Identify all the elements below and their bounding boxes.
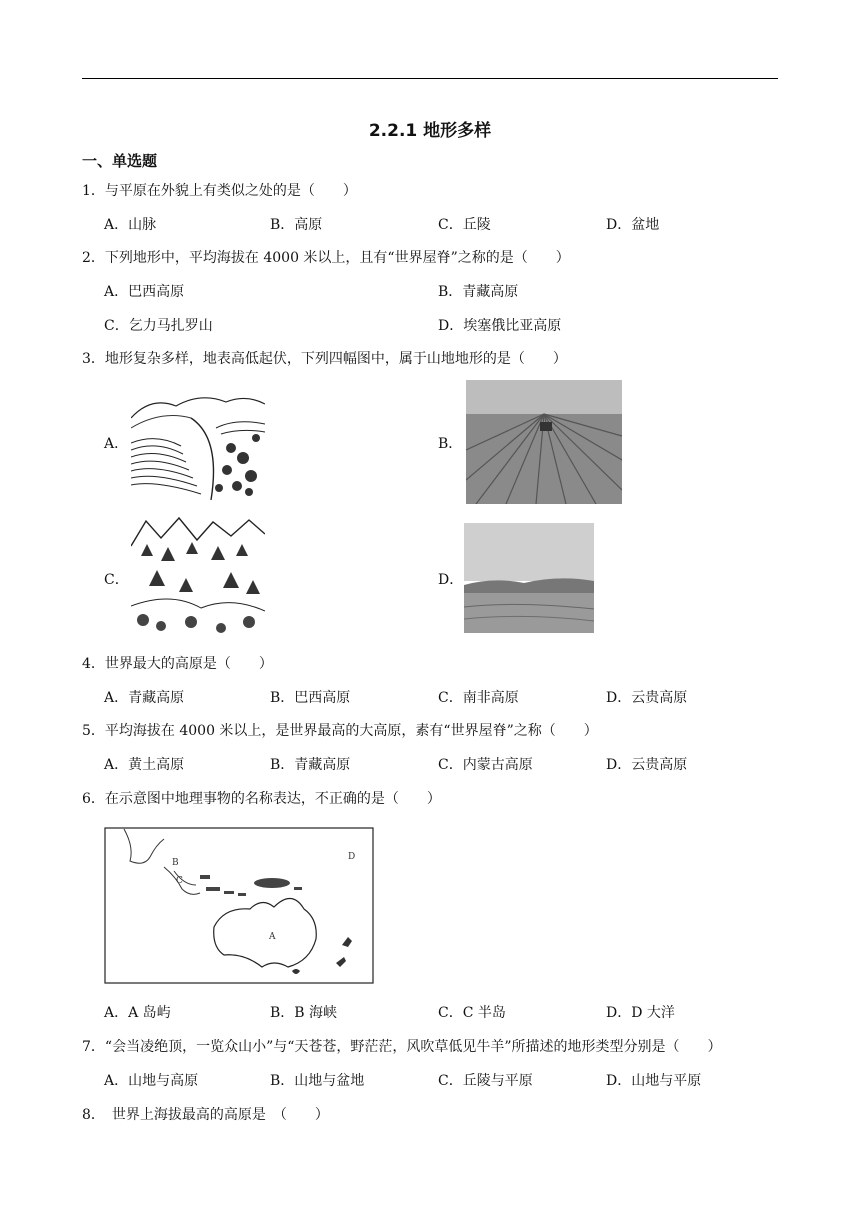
question-7-stem: 7．“会当凌绝顶，一览众山小”与“天苍苍，野茫茫，风吹草低见牛羊”所描述的地形类型分别是（ ） [82, 1039, 722, 1055]
q6-option-a[interactable]: A．A 岛屿 [104, 1005, 171, 1021]
q3-option-c[interactable]: C． [104, 572, 129, 588]
q7-option-b[interactable]: B．山地与盆地 [270, 1073, 365, 1089]
farmland-plain-image [466, 380, 622, 504]
map-label-d: D [348, 852, 356, 862]
terraced-hills-image [131, 388, 265, 500]
australia-region-map [104, 827, 374, 984]
question-1-stem: 1．与平原在外貌上有类似之处的是（ ） [82, 183, 357, 199]
plateau-landscape-image [464, 523, 594, 633]
question-6-stem: 6．在示意图中地理事物的名称表达，不正确的是（ ） [82, 791, 441, 807]
q5-option-b[interactable]: B．青藏高原 [270, 757, 351, 773]
q4-option-a[interactable]: A．青藏高原 [104, 690, 185, 706]
question-5-stem: 5．平均海拔在 4000 米以上，是世界最高的大高原，素有“世界屋脊”之称（ ） [82, 723, 598, 739]
q5-option-c[interactable]: C．内蒙古高原 [438, 757, 533, 773]
q3-option-a[interactable]: A． [104, 436, 129, 452]
q2-option-b[interactable]: B．青藏高原 [438, 284, 519, 300]
q2-option-a[interactable]: A．巴西高原 [104, 284, 185, 300]
q1-option-b[interactable]: B．高原 [270, 217, 323, 233]
q5-option-d[interactable]: D．云贵高原 [606, 757, 688, 773]
question-3-stem: 3．地形复杂多样，地表高低起伏，下列四幅图中，属于山地地形的是（ ） [82, 351, 567, 367]
q6-option-d[interactable]: D．D 大洋 [606, 1005, 675, 1021]
q4-option-c[interactable]: C．南非高原 [438, 690, 519, 706]
mountain-sketch-image [131, 516, 265, 638]
map-label-c: C [176, 876, 183, 886]
q2-option-c[interactable]: C．乞力马扎罗山 [104, 318, 213, 334]
question-8-stem: 8． 世界上海拔最高的高原是 （ ） [82, 1107, 329, 1123]
q6-option-b[interactable]: B．B 海峡 [270, 1005, 338, 1021]
q4-option-b[interactable]: B．巴西高原 [270, 690, 351, 706]
q1-option-a[interactable]: A．山脉 [104, 217, 157, 233]
q7-option-c[interactable]: C．丘陵与平原 [438, 1073, 533, 1089]
q2-option-d[interactable]: D．埃塞俄比亚高原 [438, 318, 562, 334]
q3-option-b[interactable]: B． [438, 436, 463, 452]
q5-option-a[interactable]: A．黄土高原 [104, 757, 185, 773]
q4-option-d[interactable]: D．云贵高原 [606, 690, 688, 706]
header-rule [82, 78, 778, 79]
q6-option-c[interactable]: C．C 半岛 [438, 1005, 506, 1021]
q1-option-d[interactable]: D．盆地 [606, 217, 660, 233]
section-heading: 一、单选题 [82, 152, 158, 170]
q7-option-d[interactable]: D．山地与平原 [606, 1073, 702, 1089]
map-label-a: A [269, 932, 276, 942]
page-title: 2.2.1 地形多样 [368, 121, 492, 141]
question-2-stem: 2．下列地形中，平均海拔在 4000 米以上，且有“世界屋脊”之称的是（ ） [82, 250, 570, 266]
q3-option-d[interactable]: D． [438, 572, 464, 588]
question-4-stem: 4．世界最大的高原是（ ） [82, 656, 273, 672]
q1-option-c[interactable]: C．丘陵 [438, 217, 491, 233]
q7-option-a[interactable]: A．山地与高原 [104, 1073, 199, 1089]
map-label-b: B [172, 858, 179, 868]
